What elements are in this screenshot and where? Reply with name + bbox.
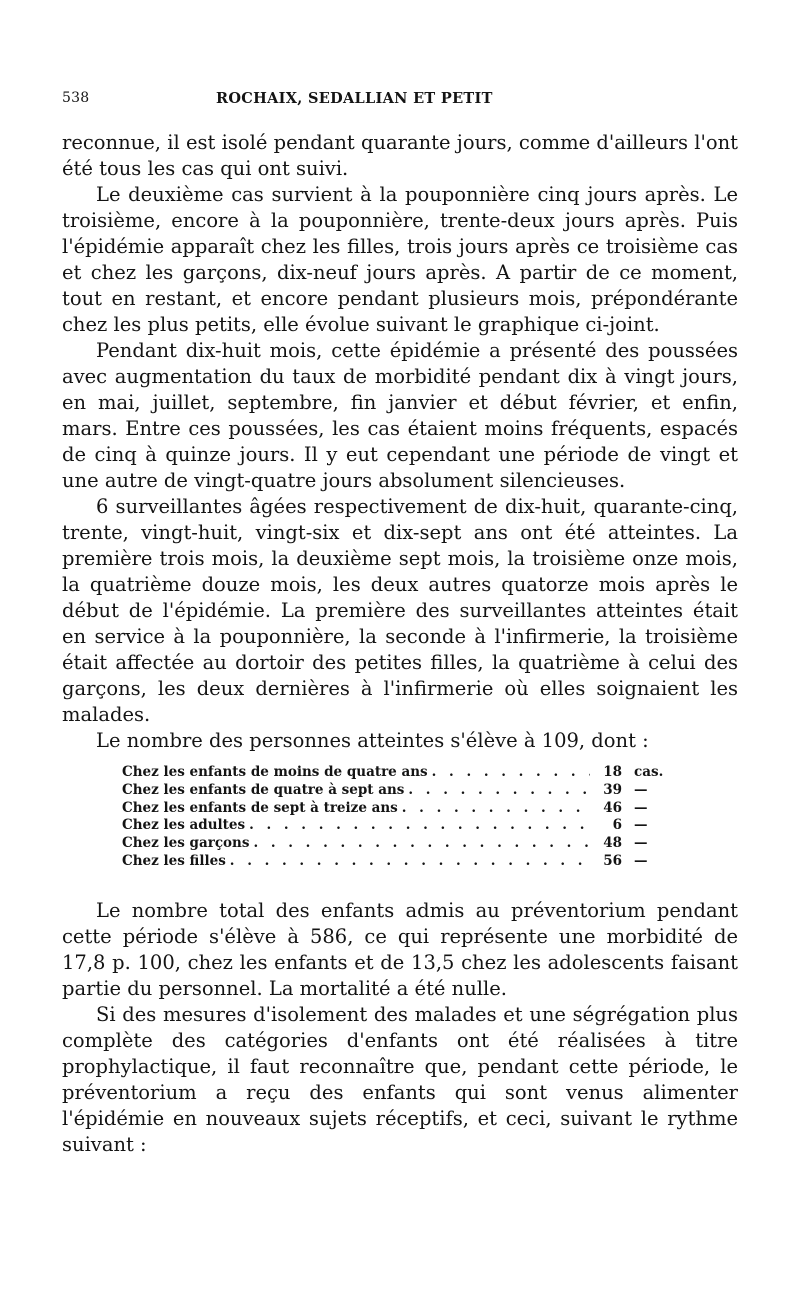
running-head: [62, 84, 738, 114]
dot-leader: [249, 817, 590, 835]
dot-leader: [230, 853, 590, 871]
stat-value: 39: [603, 781, 622, 798]
paragraph-continued: reconnue, il est isolé pendant quarante jours, comme d'ailleurs l'ont été tous les cas qui ont suivi.: [62, 131, 738, 180]
paragraph-morbidity: Le nombre total des enfants admis au préventorium pendant cette période s'élève à 586, ce qui représente une morbidité de 17,8 p. 100, chez les enfants et de 13,5 chez les adolescents faisant partie du personnel. La mortalité a été nulle.: [62, 898, 738, 1000]
paragraph-outbreaks: Pendant dix-huit mois, cette épidémie a présenté des poussées avec augmentation du taux de morbidité pendant dix à vingt jours, en mai, juillet, septembre, fin janvier et début février, et enfin, mars. Entre ces poussées, les cas étaient moins fréquents, espacés de cinq à quinze jours. Il y eut cependant une période de vingt et une autre de vingt-quatre jours absolument silencieuses.: [62, 339, 738, 492]
list-item: [122, 817, 678, 835]
stat-value: 6: [612, 817, 622, 834]
stat-unit: —: [634, 852, 648, 869]
list-item: [122, 782, 678, 800]
stat-unit: —: [634, 799, 648, 816]
stat-unit: —: [634, 817, 648, 834]
stat-value: 46: [603, 799, 622, 816]
stat-unit: —: [634, 835, 648, 852]
stat-label: Chez les enfants de quatre à sept ans: [122, 781, 405, 798]
dot-leader: [253, 835, 590, 853]
running-title: ROCHAIX, SEDALLIAN ET PETIT: [216, 90, 493, 107]
book-page: [62, 84, 738, 1158]
stat-label: Chez les enfants de sept à treize ans: [122, 799, 398, 816]
dot-leader: [432, 764, 590, 782]
body-text: [62, 130, 738, 1158]
list-item: [122, 835, 678, 853]
stat-value: 48: [603, 835, 622, 852]
stat-label: Chez les filles: [122, 852, 226, 869]
paragraph-prophylaxis: Si des mesures d'isolement des malades et une ségrégation plus complète des catégories d'enfants ont été réalisées à titre prophylactique, il faut reconnaître que, pendant cette période, le préventorium a reçu des enfants qui sont venus alimenter l'épidémie en nouveaux sujets réceptifs, et ceci, suivant le rythme suivant :: [62, 1002, 738, 1156]
stat-value: 18: [603, 764, 622, 780]
list-item: [122, 764, 678, 782]
dot-leader: [402, 800, 590, 818]
paragraph-affected-count: Le nombre des personnes atteintes s'élève à 109, dont :: [96, 729, 649, 752]
stat-value: 56: [603, 852, 622, 869]
stat-unit: cas.: [634, 764, 664, 780]
list-item: [122, 800, 678, 818]
affected-breakdown-list: [62, 764, 738, 871]
stat-label: Chez les adultes: [122, 817, 246, 834]
list-item: [122, 853, 678, 871]
stat-label: Chez les enfants de moins de quatre ans: [122, 764, 428, 780]
dot-leader: [408, 782, 590, 800]
page-number: 538: [62, 90, 90, 106]
paragraph-supervisors: 6 surveillantes âgées respectivement de dix-huit, quarante-cinq, trente, vingt-huit, vingt-six et dix-sept ans ont été atteintes. La première trois mois, la deuxième sept mois, la troisième onze mois, la quatrième douze mois, les deux autres quatorze mois après le début de l'épidémie. La première des surveillantes atteintes était en service à la pouponnière, la seconde à l'infirmerie, la troisième était affectée au dortoir des petites filles, la quatrième à celui des garçons, les deux dernières à l'infirmerie où elles soignaient les malades.: [62, 495, 738, 726]
stat-label: Chez les garçons: [122, 835, 250, 852]
stat-unit: —: [634, 781, 648, 798]
paragraph-epidemic-course: Le deuxième cas survient à la pouponnière cinq jours après. Le troisième, encore à la pouponnière, trente-deux jours après. Puis l'épidémie apparaît chez les filles, trois jours après ce troisième cas et chez les garçons, dix-neuf jours après. A partir de ce moment, tout en restant, et encore pendant plusieurs mois, prépondérante chez les plus petits, elle évolue suivant le graphique ci-joint.: [62, 183, 738, 336]
closing-section: [62, 898, 738, 1158]
